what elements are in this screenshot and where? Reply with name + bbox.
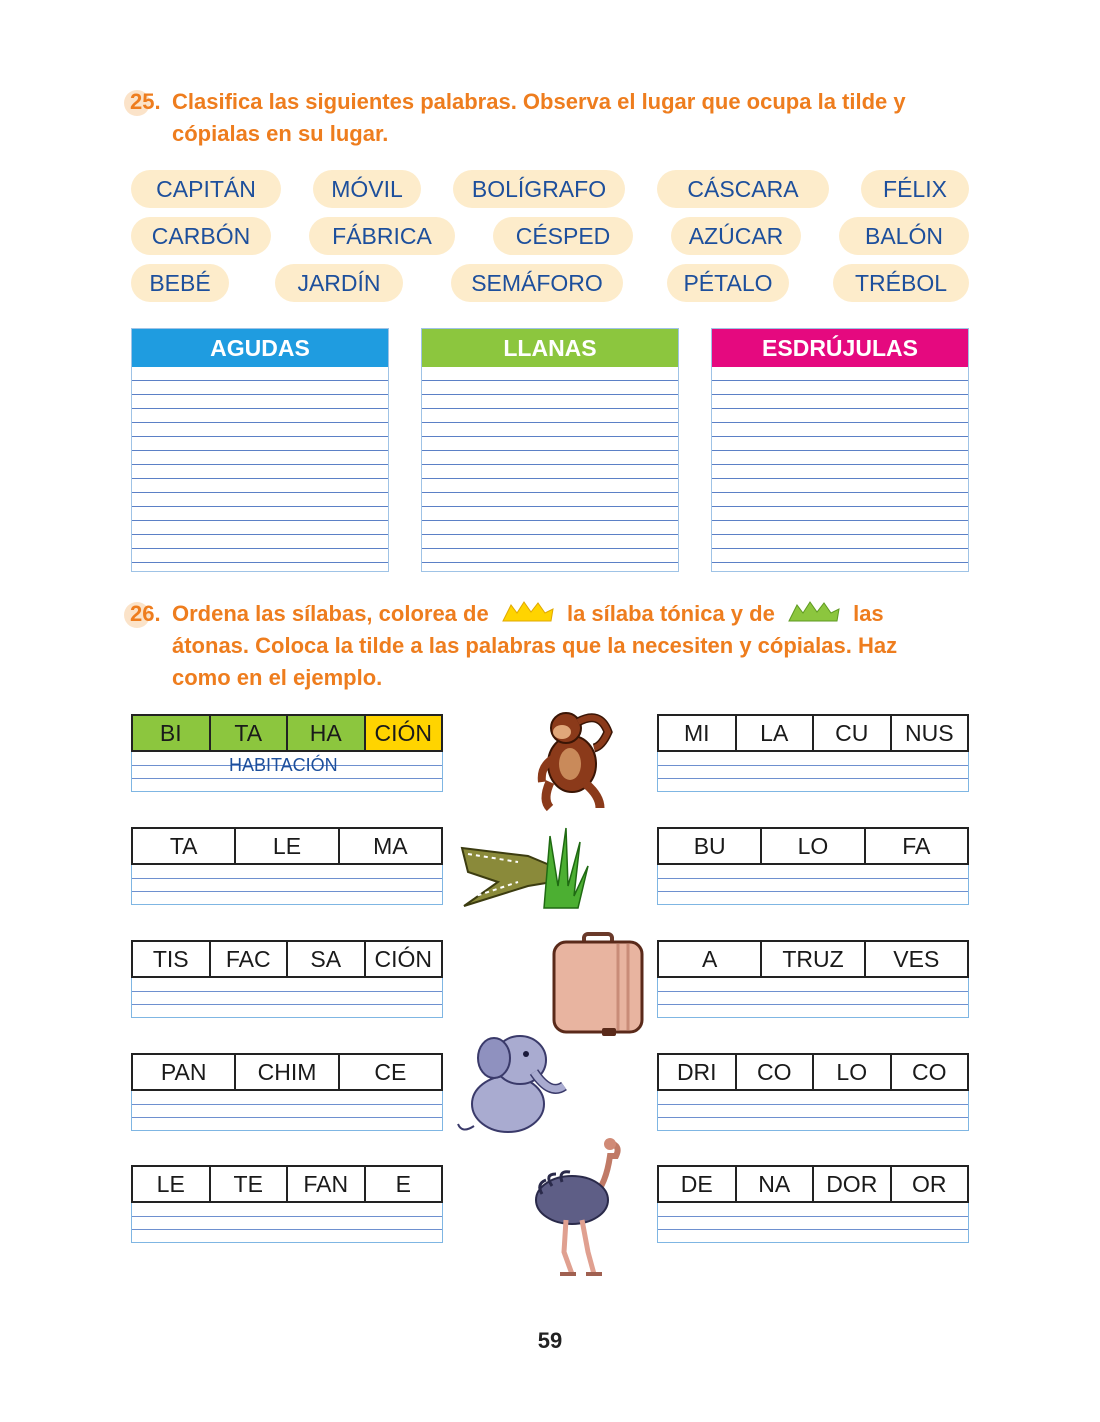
syllable-exercise-right-3 [657,940,969,1018]
syllable-cell[interactable]: BU [693,833,726,859]
syllable-cell[interactable]: LO [812,1055,890,1089]
syllable-cell[interactable]: FA [864,829,967,863]
syllable-row [131,940,443,978]
word-pill: BALÓN [839,217,969,255]
ostrich-icon [532,1134,628,1278]
syllable-cell[interactable]: OR [890,1167,968,1201]
syllable-exercise-left-4 [131,1053,443,1131]
syllable-cell[interactable]: BI [133,716,209,750]
answer-lines[interactable] [131,1091,443,1131]
page-number: 59 [537,1328,563,1353]
answer-lines[interactable] [131,1203,443,1243]
answer-lines[interactable] [657,865,969,905]
syllable-cell[interactable]: CIÓN [364,942,442,976]
answer-lines[interactable] [131,752,443,792]
syllable-cell[interactable]: A [701,946,718,972]
syllable-cell[interactable]: CHIM [234,1055,337,1089]
syllable-cell[interactable]: FAC [209,942,287,976]
exercise-26-text-part1: Ordena las sílabas, colorea de [172,601,489,626]
syllable-cell[interactable]: PAN [160,1059,207,1085]
syllable-exercise-left-2 [131,827,443,905]
word-pill: SEMÁFORO [451,264,623,302]
syllable-cell[interactable]: CE [338,1055,441,1089]
syllable-cell[interactable]: E [364,1167,442,1201]
syllable-row [131,714,443,752]
crocodile-icon [458,826,590,912]
llanas-header: LLANAS [422,329,678,367]
syllable-exercise-right-1 [657,714,969,792]
agudas-column[interactable] [131,328,389,572]
esdrujulas-column[interactable] [711,328,969,572]
syllable-cell[interactable]: DRI [676,1059,717,1085]
example-answer: HABITACIÓN [229,755,338,775]
syllable-exercise-left-3 [131,940,443,1018]
exercise-25-text: Clasifica las siguientes palabras. Observa el lugar que ocupa la tilde y cópialas en su lugar. [172,89,906,146]
syllable-cell[interactable]: MA [338,829,441,863]
llanas-column[interactable] [421,328,679,572]
syllable-row [657,1165,969,1203]
word-pill: CARBÓN [131,217,271,255]
exercise-26-text-line3: como en el ejemplo. [172,665,383,690]
word-pill: MÓVIL [313,170,421,208]
syllable-cell[interactable]: LA [735,716,813,750]
syllable-cell[interactable]: CO [735,1055,813,1089]
exercise-26-text-line2: átonas. Coloca la tilde a las palabras que la necesiten y cópialas. Haz [172,633,898,658]
syllable-row [657,827,969,865]
answer-lines[interactable] [131,978,443,1018]
word-pill: CÁSCARA [657,170,829,208]
exercise-25-instruction [130,86,980,150]
syllable-cell[interactable]: LE [156,1171,185,1197]
syllable-cell[interactable]: NUS [890,716,968,750]
word-pill: BEBÉ [131,264,229,302]
syllable-cell[interactable]: DOR [812,1167,890,1201]
word-pill: JARDÍN [275,264,403,302]
green-crayon-icon [787,599,841,625]
syllable-cell[interactable]: TA [169,833,198,859]
word-pill: BOLÍGRAFO [453,170,625,208]
answer-lines[interactable] [131,865,443,905]
syllable-exercise-right-2 [657,827,969,905]
syllable-cell[interactable]: LE [234,829,337,863]
exercise-25-number: 25. [130,86,161,118]
syllable-cell[interactable]: NA [735,1167,813,1201]
syllable-cell[interactable]: TE [209,1167,287,1201]
syllable-exercise-left-1 [131,714,443,792]
syllable-row [657,940,969,978]
exercise-26-instruction [130,598,980,694]
monkey-icon [520,702,620,812]
syllable-row [131,1053,443,1091]
word-pill: PÉTALO [667,264,789,302]
exercise-26-text-part3: las [853,601,884,626]
word-pill: FÁBRICA [309,217,455,255]
syllable-exercise-right-4 [657,1053,969,1131]
elephant-icon [454,1026,572,1138]
yellow-crayon-icon [501,599,555,625]
syllable-cell[interactable]: CO [890,1055,968,1089]
syllable-row [657,714,969,752]
esdrujulas-header: ESDRÚJULAS [712,329,968,367]
syllable-row [657,1053,969,1091]
word-pill: TRÉBOL [833,264,969,302]
word-pill: AZÚCAR [671,217,801,255]
exercise-26-text-part2: la sílaba tónica y de [566,601,775,626]
answer-lines[interactable] [657,1203,969,1243]
word-pill: CAPITÁN [131,170,281,208]
syllable-cell[interactable]: TIS [152,946,189,972]
syllable-cell[interactable]: TRUZ [760,942,863,976]
exercise-26-number: 26. [130,598,161,630]
syllable-cell[interactable]: HA [286,716,364,750]
syllable-cell[interactable]: DE [680,1171,713,1197]
syllable-cell[interactable]: LO [760,829,863,863]
syllable-cell[interactable]: CU [812,716,890,750]
syllable-exercise-left-5 [131,1165,443,1243]
syllable-cell[interactable]: FAN [286,1167,364,1201]
agudas-header: AGUDAS [132,329,388,367]
syllable-row [131,827,443,865]
answer-lines[interactable] [657,978,969,1018]
answer-lines[interactable] [657,752,969,792]
syllable-row [131,1165,443,1203]
suitcase-icon [548,932,648,1038]
syllable-cell[interactable]: SA [286,942,364,976]
word-pill: FÉLIX [861,170,969,208]
syllable-exercise-right-5 [657,1165,969,1243]
syllable-cell[interactable]: CIÓN [364,716,442,750]
syllable-cell[interactable]: MI [683,720,710,746]
word-pill: CÉSPED [493,217,633,255]
answer-lines[interactable] [657,1091,969,1131]
syllable-cell[interactable]: TA [209,716,287,750]
syllable-cell[interactable]: VES [864,942,967,976]
